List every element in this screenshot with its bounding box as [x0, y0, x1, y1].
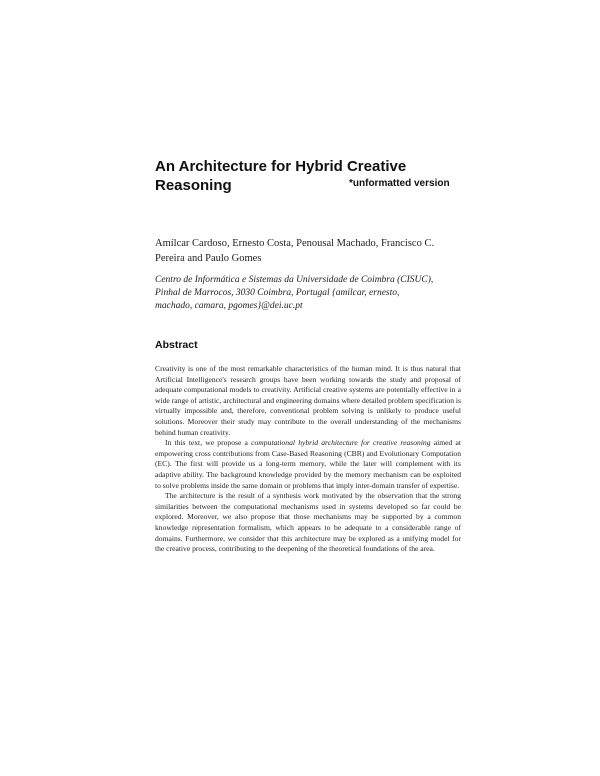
abstract-heading: Abstract: [155, 339, 198, 351]
version-note: *unformatted version: [349, 178, 450, 189]
affiliation: [155, 274, 465, 313]
author-list-line-2: Pereira and Paulo Gomes: [155, 253, 262, 264]
author-list: [155, 236, 465, 266]
abstract-paragraph-2: [155, 438, 461, 491]
abstract-paragraph-2-intro: In this text, we propose a: [165, 438, 252, 448]
abstract-paragraph-2-rest: aimed at empowering cross contributions from Case-Based Reasoning (CBR) and Evolutionary Computation (EC). The first will provide us a long-term memory, while the later will complement with its adaptive ability. The background knowledge provided by the memory mechanism can be exploited to solve problems inside the same domain or problems that imply inter-domain transfer of expertise.: [155, 438, 461, 490]
author-list-line-1: Amílcar Cardoso, Ernesto Costa, Penousal Machado, Francisco C.: [155, 238, 435, 249]
abstract-paragraph-3: The architecture is the result of a synthesis work motivated by the observation that the strong similarities between the computational mechanisms used in systems developed so far could be explored. Moreover, we also propose that those mechanisms may be supported by a common knowledge representation formalism, which appears to be adequate to a considerable range of domains. Furthermore, we consider that this architecture may be explored as a unifying model for the creative process, contributing to the deepening of the theoretical foundations of the area.: [155, 491, 461, 554]
paper-title-line-2: Reasoning: [155, 177, 232, 194]
abstract-paragraph-2-emphasis: computational hybrid architecture for creative reasoning: [251, 438, 431, 448]
abstract-paragraph-1: Creativity is one of the most remarkable characteristics of the human mind. It is thus natural that Artificial Intelligence's research groups have been working towards the study and proposal of adequate computational models to creativity. Artificial creative systems are potentially effective in a wide range of artistic, architectural and engineering domains where detailed problem specification is virtually impossible and, therefore, conventional problem solving is unlikely to produce useful solutions. Moreover their study may contribute to the overall understanding of the mechanisms behind human creativity.: [155, 364, 461, 437]
affiliation-line-3: machado, camara, pgomes}@dei.uc.pt: [155, 301, 303, 311]
paper-title-line-1: An Architecture for Hybrid Creative: [155, 158, 407, 175]
affiliation-line-2: Pinhal de Marrocos, 3030 Coimbra, Portugal {amilcar, ernesto,: [155, 288, 400, 298]
affiliation-line-1: Centro de Informática e Sistemas da Universidade de Coimbra (CISUC),: [155, 275, 434, 285]
abstract-body: [155, 364, 461, 555]
paper-title: [155, 157, 475, 195]
